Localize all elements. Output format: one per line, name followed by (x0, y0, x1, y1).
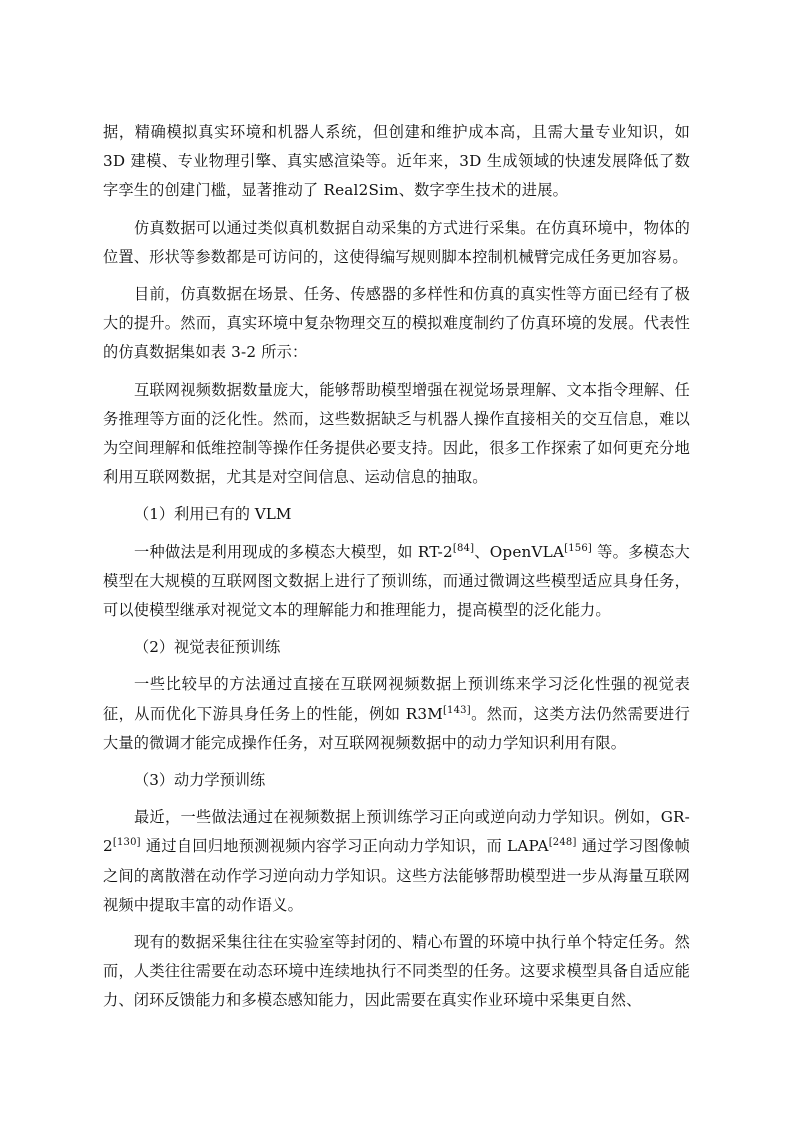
paragraph-visual-pretrain (103, 670, 690, 758)
document-page (103, 118, 690, 1016)
citation-ref: [156] (564, 542, 593, 554)
section-heading-vlm: （1）利用已有的 VLM (134, 505, 292, 524)
paragraph-digital-twin: 据，精确模拟真实环境和机器人系统，但创建和维护成本高，且需大量专业知识，如3D 建模、专业物理引擎、真实感渲染等。近年来，3D 生成领域的快速发展降低了数字孪生的创建门槛，显著推动了 Real2Sim、数字孪生技术的进展。 (103, 123, 690, 200)
paragraph-internet-video: 互联网视频数据数量庞大，能够帮助模型增强在视觉场景理解、文本指令理解、任务推理等方面的泛化性。然而，这些数据缺乏与机器人操作直接相关的交互信息，难以为空间理解和低维控制等操作任务提供必要支持。因此，很多工作探索了如何更充分地利用互联网数据，尤其是对空间信息、运动信息的抽取。 (103, 380, 690, 487)
text-segment: 等。多模态大模型在大规模的互联网图文数据上进行了预训练，而通过微调这些模型适应具身任务，可以使模型继承对视觉文本的理解能力和推理能力，提高模型的泛化能力。 (103, 542, 690, 620)
citation-ref: [143] (442, 704, 471, 716)
citation-ref: [248] (548, 837, 577, 849)
text-segment: 、OpenVLA (474, 542, 565, 561)
text-segment: 通过学习图像帧之间的离散潜在动作学习逆向动力学知识。这些方法能够帮助模型进一步从海量互联网视频中提取丰富的动作语义。 (103, 837, 690, 914)
paragraph-sim-progress: 目前，仿真数据在场景、任务、传感器的多样性和仿真的真实性等方面已经有了极大的提升。然而，真实环境中复杂物理交互的模拟难度制约了仿真环境的发展。代表性的仿真数据集如表 3-2 所示： (103, 285, 690, 362)
section-heading-visual-pretrain: （2）视觉表征预训练 (134, 638, 281, 657)
paragraph-real-env-collection: 现有的数据采集往往在实验室等封闭的、精心布置的环境中执行单个特定任务。然而，人类往往需要在动态环境中连续地执行不同类型的任务。这要求模型具备自适应能力、闭环反馈能力和多模态感知能力，因此需要在真实作业环境中采集更自然、 (103, 933, 690, 1010)
text-segment: 通过自回归地预测视频内容学习正向动力学知识，而 LAPA (140, 837, 549, 856)
citation-ref: [130] (112, 837, 141, 849)
text-segment: 。然而，这类方法仍然需要进行大量的微调才能完成操作任务，对互联网视频数据中的动力学知识利用有限。 (103, 704, 690, 752)
citation-ref: [84] (452, 542, 475, 554)
text-segment: 一种做法是利用现成的多模态大模型，如 RT-2 (134, 542, 453, 561)
section-heading-dynamics-pretrain: （3）动力学预训练 (134, 771, 266, 790)
paragraph-vlm (103, 538, 690, 626)
text-segment: 一些比较早的方法通过直接在互联网视频数据上预训练来学习泛化性强的视觉表征，从而优化下游具身任务上的性能，例如 R3M (103, 675, 690, 723)
paragraph-sim-collection: 仿真数据可以通过类似真机数据自动采集的方式进行采集。在仿真环境中，物体的位置、形状等参数都是可访问的，这使得编写规则脚本控制机械臂完成任务更加容易。 (103, 218, 690, 266)
paragraph-dynamics-pretrain (103, 803, 690, 920)
text-segment: 最近，一些做法通过在视频数据上预训练学习正向或逆向动力学知识。例如，GR-2 (103, 808, 690, 856)
